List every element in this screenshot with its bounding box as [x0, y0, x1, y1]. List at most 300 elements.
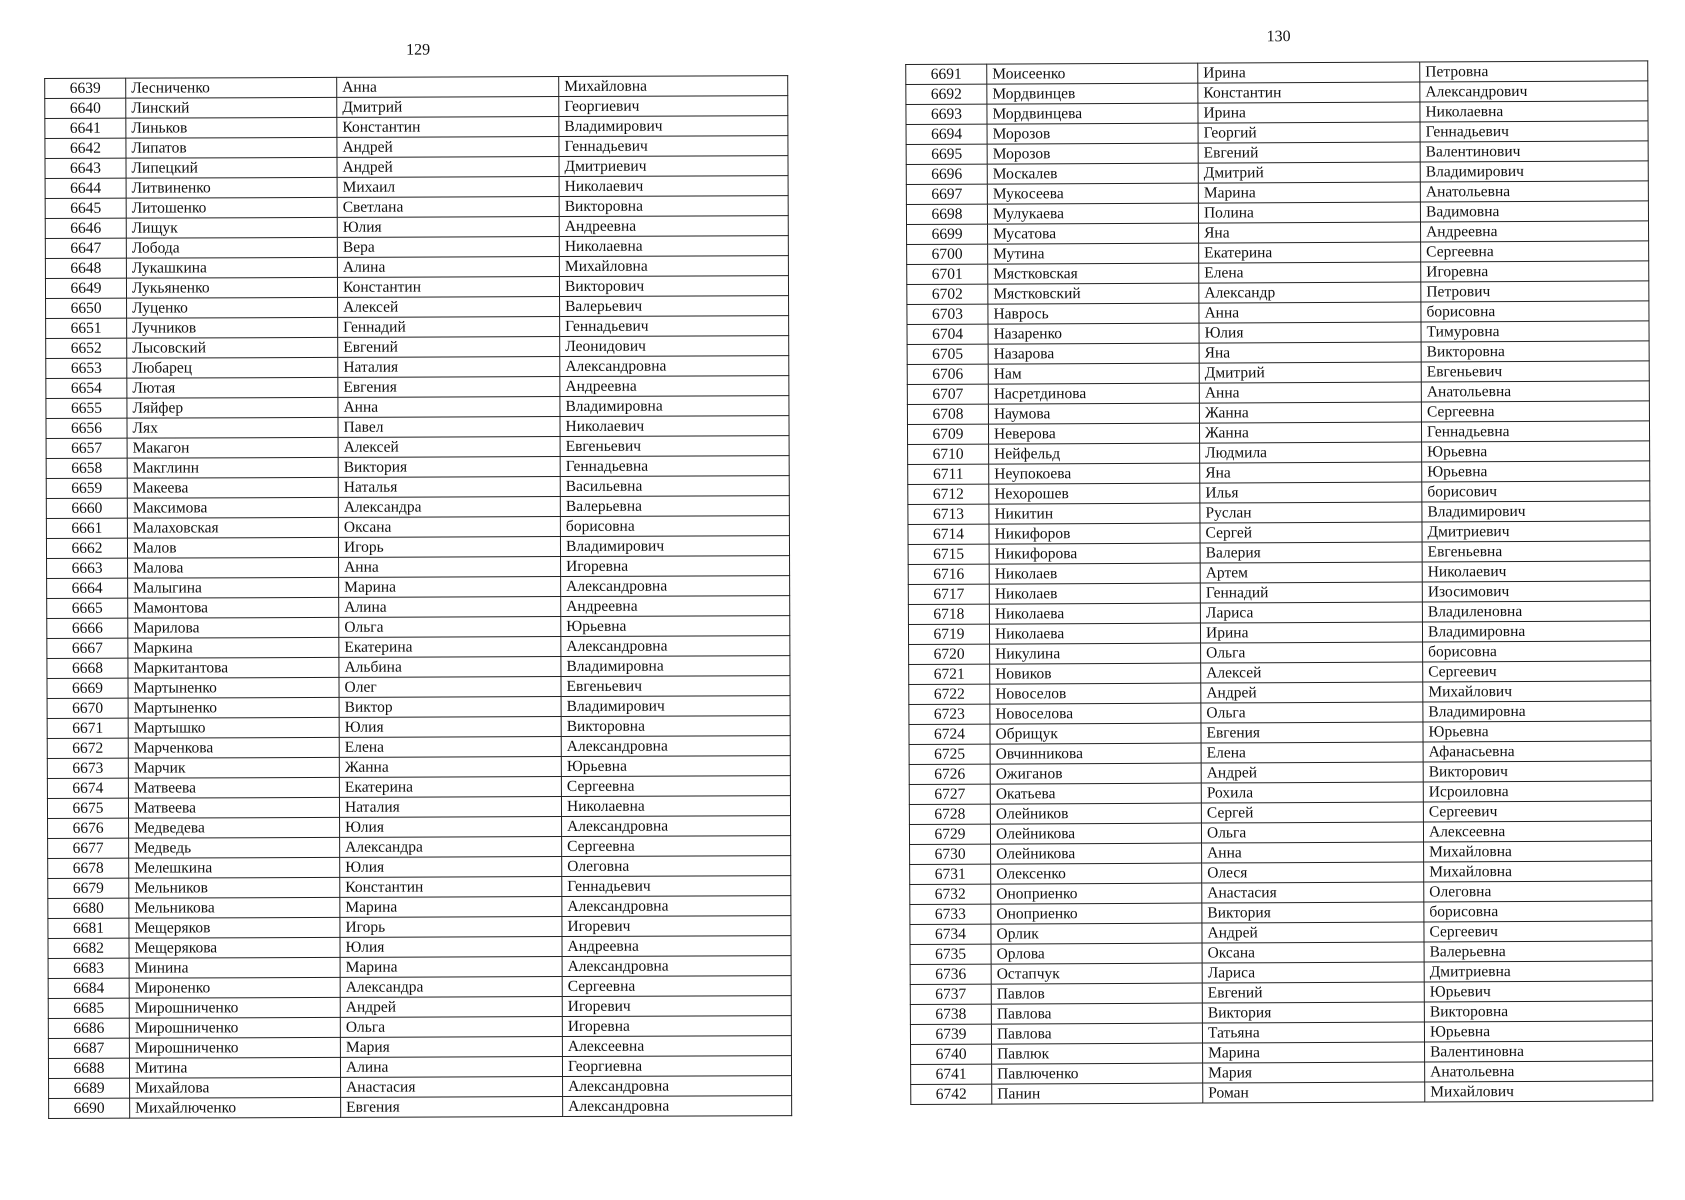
table-row [46, 456, 789, 479]
surname-cell: Мордвинцева [987, 103, 1198, 124]
first-name-cell: Полина [1198, 202, 1420, 223]
surname-cell: Морозов [987, 123, 1198, 144]
surname-cell: Медведь [129, 837, 340, 858]
surname-cell: Никифоров [989, 523, 1200, 544]
patronymic-cell: Александровна [561, 636, 790, 657]
surname-cell: Марчик [128, 757, 339, 778]
patronymic-cell: Евгеньевич [561, 676, 790, 697]
table-row [46, 296, 789, 319]
patronymic-cell: Геннадьевна [1421, 421, 1649, 442]
first-name-cell: Виктория [338, 457, 560, 478]
first-name-cell: Мария [1203, 1062, 1425, 1083]
patronymic-cell: Владиленовна [1422, 601, 1650, 622]
first-name-cell: Татьяна [1202, 1022, 1424, 1043]
first-name-cell: Геннадий [1200, 582, 1422, 603]
surname-cell: Олексенко [991, 863, 1202, 884]
surname-cell: Мещерякова [129, 937, 340, 958]
table-row [47, 656, 790, 679]
surname-cell: Павлов [991, 983, 1202, 1004]
patronymic-cell: Дмитриевич [1422, 521, 1650, 542]
patronymic-cell: Леонидович [560, 336, 789, 357]
table-row [47, 556, 790, 579]
row-number: 6687 [48, 1038, 129, 1058]
surname-cell: Лучников [127, 317, 338, 338]
first-name-cell: Константин [337, 117, 559, 138]
first-name-cell: Оксана [1202, 942, 1424, 963]
first-name-cell: Ольга [1201, 702, 1423, 723]
table-row [46, 436, 789, 459]
row-number: 6734 [910, 924, 991, 944]
row-number: 6645 [45, 198, 126, 218]
row-number: 6730 [910, 844, 991, 864]
surname-cell: Лях [127, 417, 338, 438]
patronymic-cell: Александровна [562, 816, 791, 837]
first-name-cell: Жанна [339, 757, 561, 778]
row-number: 6726 [909, 764, 990, 784]
table-row [46, 396, 789, 419]
surname-cell: Окатьева [990, 783, 1201, 804]
surname-cell: Нехорошев [989, 483, 1200, 504]
patronymic-cell: Петрович [1421, 281, 1649, 302]
first-name-cell: Светлана [337, 197, 559, 218]
patronymic-cell: Михайлович [1425, 1081, 1653, 1102]
patronymic-cell: Николаевич [1422, 561, 1650, 582]
row-number: 6691 [906, 64, 987, 84]
surname-cell: Литошенко [126, 197, 337, 218]
surname-cell: Николаева [989, 623, 1200, 644]
row-number: 6711 [908, 464, 989, 484]
table-row [47, 736, 790, 759]
row-number: 6644 [45, 178, 126, 198]
surname-cell: Мукосеева [987, 183, 1198, 204]
patronymic-cell: Викторовна [559, 196, 788, 217]
first-name-cell: Роман [1203, 1082, 1425, 1103]
row-number: 6684 [48, 978, 129, 998]
patronymic-cell: Михайловна [1424, 861, 1652, 882]
first-name-cell: Александра [338, 497, 560, 518]
row-number: 6718 [908, 604, 989, 624]
row-number: 6649 [45, 278, 126, 298]
patronymic-cell: Юрьевич [1424, 981, 1652, 1002]
patronymic-cell: Олеговна [562, 856, 791, 877]
surname-cell: Мулукаева [987, 203, 1198, 224]
first-name-cell: Евгений [1202, 982, 1424, 1003]
first-name-cell: Андрей [337, 137, 559, 158]
patronymic-cell: Дмитриевич [559, 156, 788, 177]
first-name-cell: Юлия [340, 937, 562, 958]
row-number: 6717 [908, 584, 989, 604]
row-number: 6728 [909, 804, 990, 824]
surname-cell: Малов [127, 537, 338, 558]
row-number: 6721 [909, 664, 990, 684]
first-name-cell: Ольга [339, 617, 561, 638]
patronymic-cell: Юрьевна [561, 616, 790, 637]
row-number: 6714 [908, 524, 989, 544]
patronymic-cell: Андреевна [561, 596, 790, 617]
table-row [48, 936, 791, 959]
surname-cell: Павлова [991, 1003, 1202, 1024]
patronymic-cell: Алексеевна [562, 1036, 791, 1057]
surname-cell: Мартыненко [128, 697, 339, 718]
patronymic-cell: Сергеевич [1424, 921, 1652, 942]
surname-cell: Макглинн [127, 457, 338, 478]
first-name-cell: Лариса [1200, 602, 1422, 623]
row-number: 6641 [45, 118, 126, 138]
first-name-cell: Олег [339, 677, 561, 698]
row-number: 6693 [906, 104, 987, 124]
row-number: 6713 [908, 504, 989, 524]
surname-cell: Линьков [126, 117, 337, 138]
row-number: 6695 [906, 144, 987, 164]
surname-cell: Лесниченко [126, 77, 337, 98]
patronymic-cell: Валерьевич [560, 296, 789, 317]
row-number: 6672 [47, 738, 128, 758]
row-number: 6733 [910, 904, 991, 924]
row-number: 6648 [45, 258, 126, 278]
patronymic-cell: борисовна [1423, 641, 1651, 662]
patronymic-cell: Олеговна [1424, 881, 1652, 902]
table-row [47, 576, 790, 599]
row-number: 6665 [47, 598, 128, 618]
first-name-cell: Мария [340, 1037, 562, 1058]
first-name-cell: Михаил [337, 177, 559, 198]
patronymic-cell: Александровна [563, 1096, 792, 1117]
table-row [45, 276, 788, 299]
patronymic-cell: Юрьевна [1422, 441, 1650, 462]
page-number: 129 [406, 41, 431, 59]
patronymic-cell: Евгеньевич [560, 436, 789, 457]
patronymic-cell: Валерьевна [1424, 941, 1652, 962]
surname-cell: Неверова [988, 423, 1199, 444]
first-name-cell: Марина [340, 897, 562, 918]
row-number: 6729 [909, 824, 990, 844]
surname-cell: Маркитантова [128, 657, 339, 678]
surname-cell: Насретдинова [988, 383, 1199, 404]
patronymic-cell: борисовна [1424, 901, 1652, 922]
row-number: 6666 [47, 618, 128, 638]
first-name-cell: Анна [1199, 302, 1421, 323]
row-number: 6731 [910, 864, 991, 884]
surname-cell: Михайлова [130, 1077, 341, 1098]
first-name-cell: Андрей [340, 997, 562, 1018]
patronymic-cell: Васильевна [560, 476, 789, 497]
patronymic-cell: Викторович [559, 276, 788, 297]
patronymic-cell: Александровна [561, 736, 790, 757]
row-number: 6736 [910, 964, 991, 984]
patronymic-cell: Игоревич [562, 916, 791, 937]
row-number: 6681 [48, 918, 129, 938]
surname-cell: Макеева [127, 477, 338, 498]
row-number: 6699 [907, 224, 988, 244]
surname-cell: Любарец [127, 357, 338, 378]
first-name-cell: Юлия [340, 817, 562, 838]
first-name-cell: Виктор [339, 697, 561, 718]
patronymic-cell: Исроиловна [1423, 781, 1651, 802]
patronymic-cell: Валентиновна [1425, 1041, 1653, 1062]
page-left [44, 27, 792, 1119]
first-name-cell: Артем [1200, 562, 1422, 583]
table-row [47, 696, 790, 719]
patronymic-cell: Владимирович [559, 116, 788, 137]
surname-cell: Ожиганов [990, 763, 1201, 784]
row-number: 6652 [46, 338, 127, 358]
table-row [45, 76, 788, 99]
patronymic-cell: Изосимович [1422, 581, 1650, 602]
row-number: 6663 [47, 558, 128, 578]
row-number: 6674 [47, 778, 128, 798]
patronymic-cell: Николаевич [559, 176, 788, 197]
row-number: 6657 [46, 438, 127, 458]
first-name-cell: Анастасия [1202, 882, 1424, 903]
table-row [45, 216, 788, 239]
surname-cell: Никифорова [989, 543, 1200, 564]
patronymic-cell: Валентинович [1420, 141, 1648, 162]
table-row [45, 156, 788, 179]
first-name-cell: Александра [340, 837, 562, 858]
first-name-cell: Дмитрий [1199, 362, 1421, 383]
row-number: 6669 [47, 678, 128, 698]
row-number: 6683 [48, 958, 129, 978]
first-name-cell: Андрей [1201, 762, 1423, 783]
surname-cell: Обрищук [990, 723, 1201, 744]
row-number: 6682 [48, 938, 129, 958]
surname-cell: Лукашкина [126, 257, 337, 278]
first-name-cell: Евгений [338, 337, 560, 358]
row-number: 6668 [47, 658, 128, 678]
first-name-cell: Анастасия [341, 1077, 563, 1098]
surname-cell: Москалев [987, 163, 1198, 184]
surname-cell: Мястковская [988, 263, 1199, 284]
patronymic-cell: Сергеевна [562, 976, 791, 997]
surname-cell: Орлова [991, 943, 1202, 964]
first-name-cell: Александр [1199, 282, 1421, 303]
surname-cell: Назаренко [988, 323, 1199, 344]
row-number: 6710 [908, 444, 989, 464]
row-number: 6692 [906, 84, 987, 104]
row-number: 6675 [47, 798, 128, 818]
table-row [49, 1076, 792, 1099]
patronymic-cell: Александровна [563, 1076, 792, 1097]
first-name-cell: Ирина [1198, 62, 1420, 83]
first-name-cell: Руслан [1200, 502, 1422, 523]
patronymic-cell: Михайлович [1423, 681, 1651, 702]
row-number: 6643 [45, 158, 126, 178]
table-row [47, 716, 790, 739]
surname-cell: Ляйфер [127, 397, 338, 418]
row-number: 6647 [45, 238, 126, 258]
patronymic-cell: Александровна [560, 356, 789, 377]
row-number: 6742 [911, 1084, 992, 1104]
table-row [46, 516, 789, 539]
table-row [45, 196, 788, 219]
patronymic-cell: Михайловна [1424, 841, 1652, 862]
surname-cell: Луценко [127, 297, 338, 318]
first-name-cell: Дмитрий [1198, 162, 1420, 183]
row-number: 6724 [909, 724, 990, 744]
patronymic-cell: Анатольевна [1425, 1061, 1653, 1082]
first-name-cell: Елена [339, 737, 561, 758]
surname-cell: Мирошниченко [129, 997, 340, 1018]
patronymic-cell: Юрьевна [1423, 721, 1651, 742]
first-name-cell: Валерия [1200, 542, 1422, 563]
patronymic-cell: Вадимовна [1420, 201, 1648, 222]
row-number: 6740 [911, 1044, 992, 1064]
row-number: 6708 [907, 404, 988, 424]
surname-cell: Маркина [128, 637, 339, 658]
first-name-cell: Павел [338, 417, 560, 438]
surname-cell: Николаев [989, 583, 1200, 604]
first-name-cell: Андрей [1202, 922, 1424, 943]
row-number: 6685 [48, 998, 129, 1018]
row-number: 6661 [46, 518, 127, 538]
surname-cell: Николаев [989, 563, 1200, 584]
surname-cell: Николаева [989, 603, 1200, 624]
surname-cell: Лищук [126, 217, 337, 238]
row-number: 6667 [47, 638, 128, 658]
first-name-cell: Евгения [1201, 722, 1423, 743]
page-right [905, 14, 1653, 1105]
patronymic-cell: Сергеевич [1423, 801, 1651, 822]
surname-cell: Мельникова [129, 897, 340, 918]
first-name-cell: Оксана [338, 517, 560, 538]
first-name-cell: Марина [340, 957, 562, 978]
patronymic-cell: Михайловна [559, 76, 788, 97]
first-name-cell: Анна [1202, 842, 1424, 863]
first-name-cell: Георгий [1198, 122, 1420, 143]
patronymic-cell: Анатольевна [1421, 381, 1649, 402]
first-name-cell: Ольга [1201, 642, 1423, 663]
row-number: 6690 [49, 1098, 130, 1118]
row-number: 6654 [46, 378, 127, 398]
first-name-cell: Сергей [1201, 802, 1423, 823]
surname-cell: Матвеева [128, 797, 339, 818]
first-name-cell: Игорь [340, 917, 562, 938]
patronymic-cell: Михайловна [559, 256, 788, 277]
row-number: 6700 [907, 244, 988, 264]
row-number: 6662 [46, 538, 127, 558]
row-number: 6655 [46, 398, 127, 418]
row-number: 6703 [907, 304, 988, 324]
row-number: 6659 [46, 478, 127, 498]
patronymic-cell: Евгеньевич [1421, 361, 1649, 382]
patronymic-cell: Игоревна [561, 556, 790, 577]
patronymic-cell: Владимирович [1422, 501, 1650, 522]
patronymic-cell: Андреевна [562, 936, 791, 957]
patronymic-cell: Андреевна [1421, 221, 1649, 242]
table-row [46, 416, 789, 439]
patronymic-cell: Владимировна [1423, 701, 1651, 722]
row-number: 6732 [910, 884, 991, 904]
patronymic-cell: борисовна [560, 516, 789, 537]
surname-cell: Новиков [990, 663, 1201, 684]
surname-cell: Новоселов [990, 683, 1201, 704]
table-row [911, 1081, 1653, 1105]
row-number: 6715 [908, 544, 989, 564]
patronymic-cell: Викторовна [561, 716, 790, 737]
patronymic-cell: Викторовна [1421, 341, 1649, 362]
first-name-cell: Анна [337, 77, 559, 98]
row-number: 6706 [907, 364, 988, 384]
row-number: 6676 [48, 818, 129, 838]
surname-cell: Оноприенко [991, 903, 1202, 924]
patronymic-cell: Анатольевна [1420, 181, 1648, 202]
patronymic-cell: Александровна [561, 576, 790, 597]
row-number: 6650 [46, 298, 127, 318]
table-row [45, 116, 788, 139]
surname-cell: Панин [992, 1083, 1203, 1104]
surname-cell: Мирошниченко [129, 1017, 340, 1038]
first-name-cell: Екатерина [339, 777, 561, 798]
row-number: 6680 [48, 898, 129, 918]
first-name-cell: Наталия [338, 357, 560, 378]
row-number: 6651 [46, 318, 127, 338]
patronymic-cell: Владимирович [1420, 161, 1648, 182]
row-number: 6705 [907, 344, 988, 364]
surname-cell: Малаховская [127, 517, 338, 538]
row-number: 6677 [48, 838, 129, 858]
row-number: 6709 [907, 424, 988, 444]
table-row [48, 816, 791, 839]
first-name-cell: Яна [1199, 342, 1421, 363]
table-row [48, 856, 791, 879]
row-number: 6688 [48, 1058, 129, 1078]
table-row [45, 236, 788, 259]
first-name-cell: Александра [340, 977, 562, 998]
surname-cell: Лютая [127, 377, 338, 398]
row-number: 6671 [47, 718, 128, 738]
first-name-cell: Константин [340, 877, 562, 898]
row-number: 6639 [45, 78, 126, 98]
patronymic-cell: Андреевна [559, 216, 788, 237]
patronymic-cell: Игоревич [562, 996, 791, 1017]
table-row [45, 256, 788, 279]
table-row [48, 896, 791, 919]
table-row [47, 596, 790, 619]
surname-cell: Михайлюченко [130, 1097, 341, 1118]
patronymic-cell: Викторовна [1424, 1001, 1652, 1022]
first-name-cell: Константин [1198, 82, 1420, 103]
row-number: 6664 [47, 578, 128, 598]
patronymic-cell: Алексеевна [1423, 821, 1651, 842]
patronymic-cell: Геннадьевна [560, 456, 789, 477]
patronymic-cell: Николаевич [560, 416, 789, 437]
surname-cell: Матвеева [128, 777, 339, 798]
patronymic-cell: Сергеевна [561, 776, 790, 797]
patronymic-cell: Сергеевна [1421, 401, 1649, 422]
surname-cell: Мартыненко [128, 677, 339, 698]
table-row [47, 636, 790, 659]
row-number: 6653 [46, 358, 127, 378]
surname-cell: Павлюк [992, 1043, 1203, 1064]
surname-cell: Нам [988, 363, 1199, 384]
first-name-cell: Сергей [1200, 522, 1422, 543]
row-number: 6694 [906, 124, 987, 144]
first-name-cell: Юлия [340, 857, 562, 878]
row-number: 6656 [46, 418, 127, 438]
first-name-cell: Анна [1199, 382, 1421, 403]
row-number: 6696 [906, 164, 987, 184]
first-name-cell: Людмила [1200, 442, 1422, 463]
row-number: 6678 [48, 858, 129, 878]
first-name-cell: Алексей [1201, 662, 1423, 683]
table-row [47, 796, 790, 819]
patronymic-cell: Николаевна [1420, 101, 1648, 122]
surname-cell: Минина [129, 957, 340, 978]
patronymic-cell: Владимировна [560, 396, 789, 417]
surname-cell: Наумова [988, 403, 1199, 424]
row-number: 6673 [47, 758, 128, 778]
first-name-cell: Олеся [1202, 862, 1424, 883]
